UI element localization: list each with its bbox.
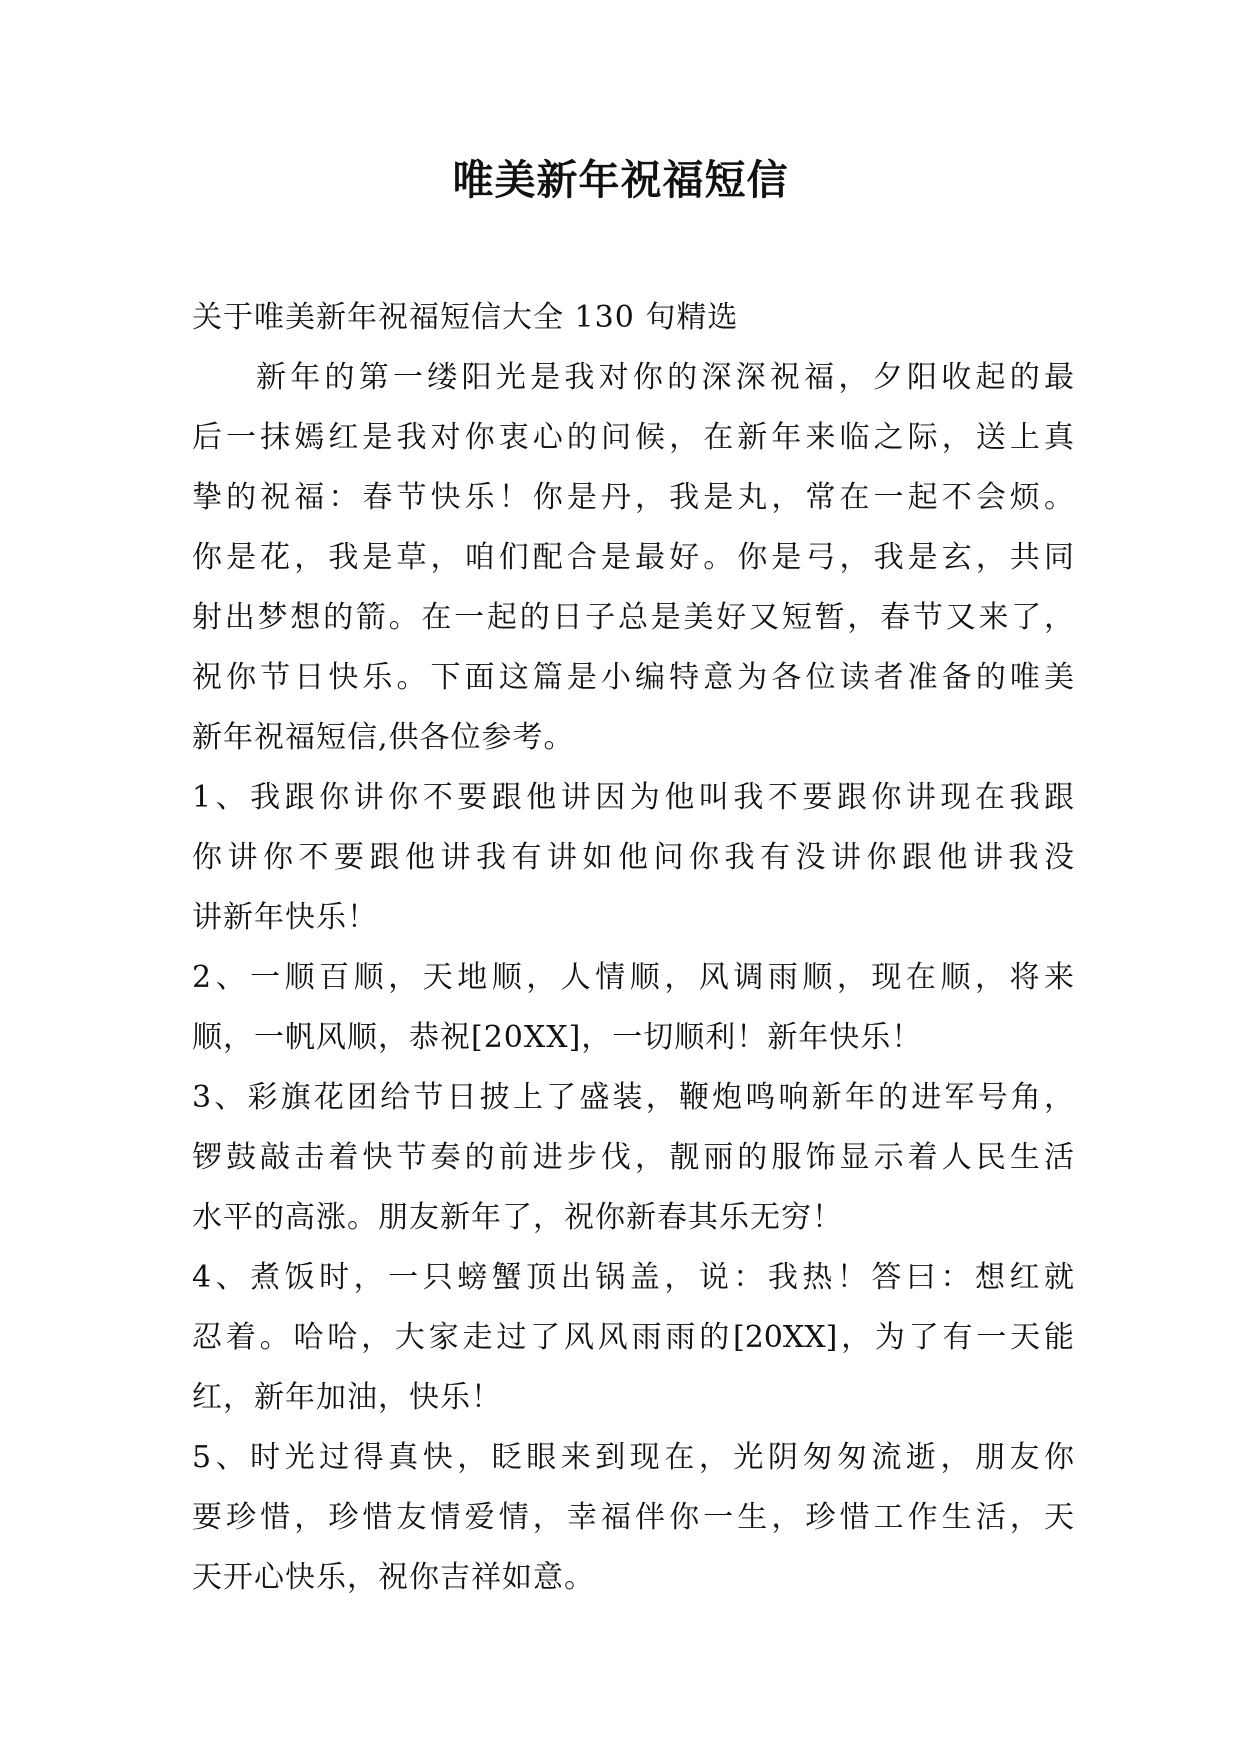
paragraph-line: 1、我跟你讲你不要跟他讲因为他叫我不要跟你讲现在我跟 — [192, 780, 1074, 815]
paragraph-line: 射出梦想的箭。在一起的日子总是美好又短暂，春节又来了， — [192, 600, 1074, 635]
paragraph-line: 你是花，我是草，咱们配合是最好。你是弓，我是玄，共同 — [192, 540, 1074, 575]
paragraph-line: 忍着。哈哈，大家走过了风风雨雨的[20XX]，为了有一天能 — [192, 1320, 1074, 1355]
paragraph-line: 红，新年加油，快乐！ — [192, 1380, 502, 1415]
list-item-2 — [192, 948, 1074, 1068]
paragraph-line: 锣鼓敲击着快节奏的前进步伐，靓丽的服饰显示着人民生活 — [192, 1140, 1074, 1175]
document-body — [192, 288, 1074, 1608]
paragraph-line: 你讲你不要跟他讲我有讲如他问你我有没讲你跟他讲我没 — [192, 840, 1074, 875]
paragraph-line: 要珍惜，珍惜友情爱情，幸福伴你一生，珍惜工作生活，天 — [192, 1500, 1074, 1535]
paragraph-line: 2、一顺百顺，天地顺，人情顺，风调雨顺，现在顺，将来 — [192, 960, 1074, 995]
document-subtitle: 关于唯美新年祝福短信大全 130 句精选 — [192, 300, 739, 335]
paragraph-line: 5、时光过得真快，眨眼来到现在，光阴匆匆流逝，朋友你 — [192, 1440, 1074, 1475]
list-item-5 — [192, 1428, 1074, 1608]
list-item-1 — [192, 768, 1074, 948]
document-title: 唯美新年祝福短信 — [452, 156, 789, 204]
paragraph-line: 新年祝福短信,供各位参考。 — [192, 720, 575, 755]
paragraph-line: 挚的祝福：春节快乐！你是丹，我是丸，常在一起不会烦。 — [192, 480, 1074, 515]
list-item-3 — [192, 1068, 1074, 1248]
list-item-4 — [192, 1248, 1074, 1428]
paragraph-line: 后一抹嫣红是我对你衷心的问候，在新年来临之际，送上真 — [192, 420, 1074, 455]
paragraph-line: 讲新年快乐！ — [192, 900, 378, 935]
paragraph-line: 新年的第一缕阳光是我对你的深深祝福，夕阳收起的最 — [256, 360, 1074, 395]
paragraph-line: 祝你节日快乐。下面这篇是小编特意为各位读者准备的唯美 — [192, 660, 1074, 695]
paragraph-line: 4、煮饭时，一只螃蟹顶出锅盖，说：我热！答曰：想红就 — [192, 1260, 1074, 1295]
paragraph-line: 3、彩旗花团给节日披上了盛装，鞭炮鸣响新年的进军号角， — [192, 1080, 1074, 1115]
paragraph-line: 顺，一帆风顺，恭祝[20XX]，一切顺利！新年快乐！ — [192, 1020, 923, 1055]
intro-paragraph — [192, 348, 1074, 768]
paragraph-line: 天开心快乐，祝你吉祥如意。 — [192, 1560, 595, 1595]
paragraph-line: 水平的高涨。朋友新年了，祝你新春其乐无穷！ — [192, 1200, 843, 1235]
